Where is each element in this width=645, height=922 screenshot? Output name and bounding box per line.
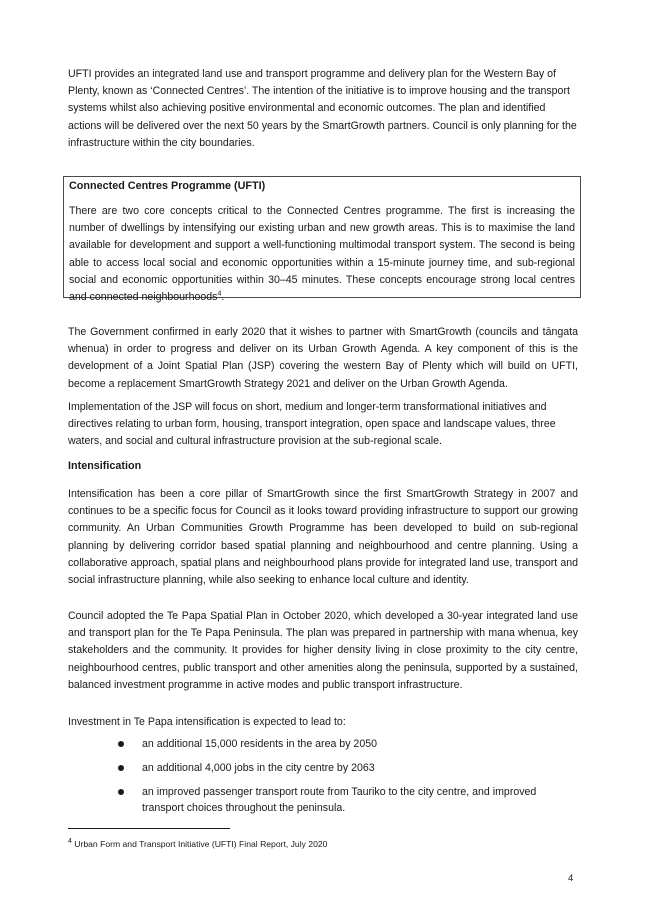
list-item-text: an additional 4,000 jobs in the city centre by 2063	[142, 762, 375, 774]
bullet-icon	[118, 765, 124, 771]
footnote-divider	[68, 828, 230, 829]
footnote	[68, 839, 327, 849]
intro-paragraph: UFTI provides an integrated land use and transport programme and delivery plan for the Western Bay of Plenty, known as ‘Connected Centres’. The intention of the initiative is to improve housing and the transport systems whilst also achieving positive environmental and economic outcomes. The plan and identified actions will be delivered over the next 50 years by the SmartGrowth partners. Council is only planning for the infrastructure within the city boundaries.	[68, 68, 577, 149]
government-paragraph: The Government confirmed in early 2020 that it wishes to partner with SmartGrowth (councils and tāngata whenua) in order to progress and deliver on its Urban Growth Agenda. A key component of this is the development of a Joint Spatial Plan (JSP) covering the western Bay of Plenty which will build on UFTI, become a replacement SmartGrowth Strategy 2021 and deliver on the Urban Growth Agenda.	[68, 326, 578, 390]
list-item-text: an improved passenger transport route from Tauriko to the city centre, and improved transport choices throughout the peninsula.	[142, 786, 537, 814]
bullet-icon	[118, 789, 124, 795]
intensification-heading: Intensification	[68, 460, 142, 472]
page-number: 4	[568, 873, 574, 884]
connected-centres-box	[63, 176, 581, 304]
intensification-paragraph: Intensification has been a core pillar of SmartGrowth since the first SmartGrowth Strategy in 2007 and continues to be a specific focus for Council as it looks toward providing infrastructure to support our growing community. An Urban Communities Growth Programme has been developed to build on sub-regional planning by delivering corridor based spatial planning and neighbourhood and centre planning. Using a collaborative approach, spatial plans and neighbourhood plans provide for integrated land use, transport and social infrastructure planning, while also seeking to enhance local culture and identity.	[68, 488, 578, 587]
list-item	[118, 760, 578, 776]
te-papa-paragraph: Council adopted the Te Papa Spatial Plan in October 2020, which developed a 30-year integrated land use and transport plan for the Te Papa Peninsula. The plan was prepared in partnership with mana whenua, key stakeholders and the community. It provides for higher density living in close proximity to the city centre, neighbourhood centres, public transport and other amenities along the peninsula, supported by a sustained, balanced investment programme in active modes and public transport infrastructure.	[68, 610, 578, 691]
jsp-paragraph: Implementation of the JSP will focus on short, medium and longer-term transformational initiatives and directives relating to urban form, housing, transport integration, open space and landscape values, three waters, and social and cultural infrastructure provision at the sub-regional scale.	[68, 401, 556, 448]
box-body	[69, 203, 575, 306]
list-item	[118, 784, 578, 816]
list-item-text: an additional 15,000 residents in the area by 2050	[142, 738, 378, 750]
footnote-number: 4	[68, 838, 72, 846]
investment-intro: Investment in Te Papa intensification is expected to lead to:	[68, 716, 346, 728]
list-item	[118, 736, 578, 752]
box-body-end: .	[221, 291, 225, 304]
footnote-text: Urban Form and Transport Initiative (UFTI) Final Report, July 2020	[71, 839, 328, 849]
footnote-reference: 4	[217, 290, 222, 298]
box-body-text: There are two core concepts critical to the Connected Centres programme. The first is increasing the number of dwellings by intensifying our existing urban and new growth areas. This is to maximise the land available for development and support a well-functioning multimodal transport system. The second is being able to access local social and economic opportunities within a 15-minute journey time, and sub-regional social and economic opportunities within 30–45 minutes. These concepts encourage strong local centres and connected neighbourhoods	[69, 205, 575, 304]
outcomes-list	[118, 736, 578, 824]
box-title: Connected Centres Programme (UFTI)	[69, 180, 266, 192]
bullet-icon	[118, 741, 124, 747]
